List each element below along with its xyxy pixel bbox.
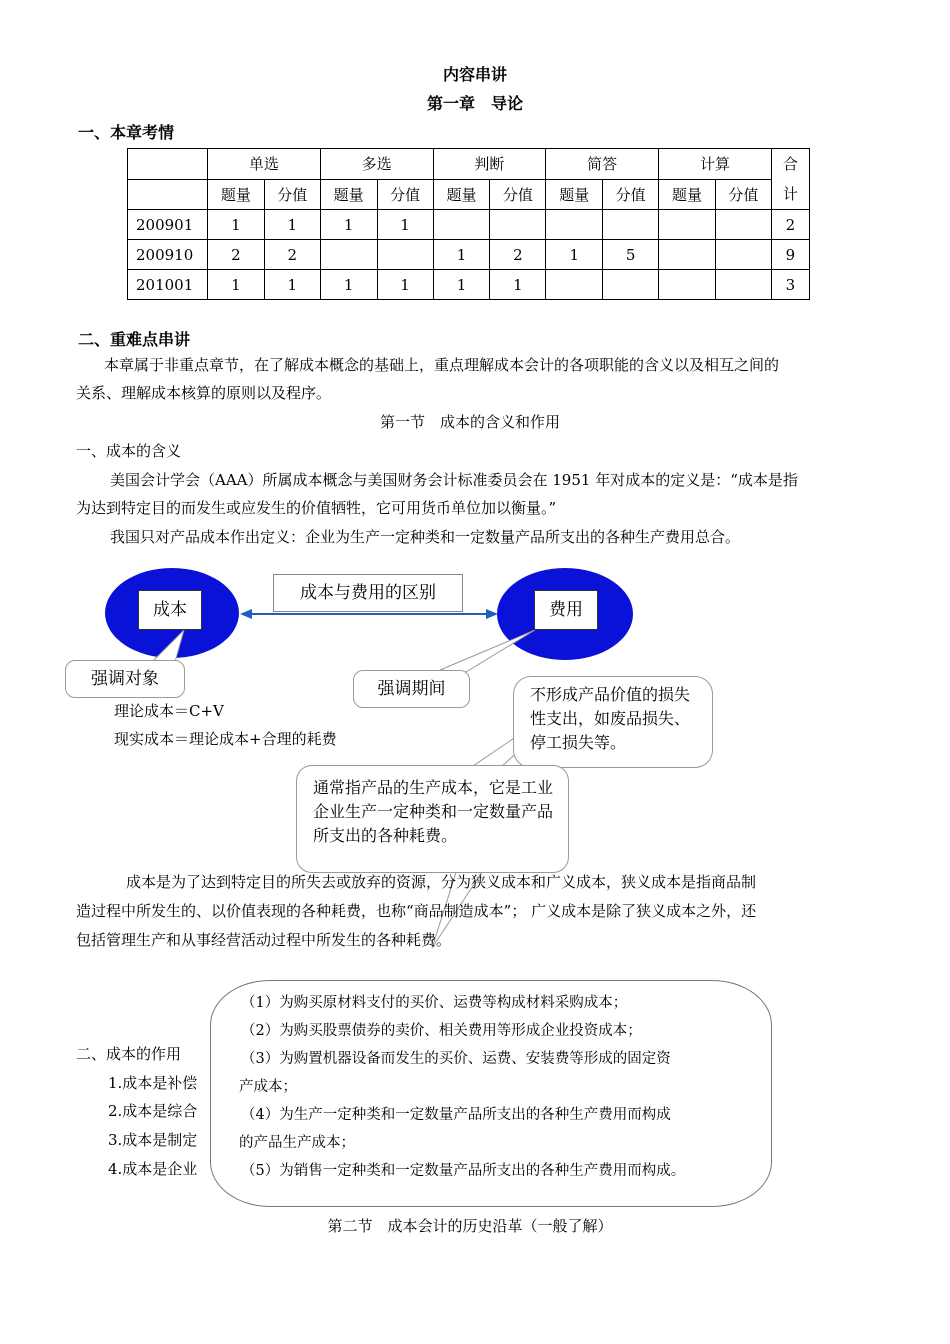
callout-object: 强调对象: [65, 660, 185, 698]
formula-theoretical: 理论成本＝C+V: [114, 702, 224, 720]
table-sub-header: 题量: [659, 179, 716, 210]
table-cell-year: 200901: [128, 210, 208, 240]
table-sub-header: 题量: [546, 179, 603, 210]
table-cell-year: 200910: [128, 240, 208, 270]
table-group-header: 判断: [433, 149, 546, 180]
intro-line-2: 关系、理解成本核算的原则以及程序。: [76, 384, 332, 402]
cost-type-line: （1）为购买原材料支付的买价、运费等构成材料采购成本；: [241, 995, 628, 1011]
table-cell: 1: [546, 240, 603, 270]
aaa-definition-line-2: 为达到特定目的而发生或应发生的价值牺牲，它可用货币单位加以衡量。”: [76, 499, 557, 517]
role-item: 3.成本是制定: [108, 1131, 198, 1149]
cost-label: 成本: [138, 590, 202, 630]
table-cell: 1: [320, 210, 377, 240]
china-definition: 我国只对产品成本作出定义：企业为生产一定种类和一定数量产品所支出的各种生产费用总合。: [110, 528, 741, 546]
table-cell: 2: [490, 240, 546, 270]
cost-type-line: （5）为销售一定种类和一定数量产品所支出的各种生产费用而构成。: [241, 1163, 686, 1179]
difference-label: 成本与费用的区别: [273, 574, 463, 612]
table-cell: 1: [207, 270, 264, 300]
table-group-header: 多选: [320, 149, 433, 180]
subsection-heading-role: 二、成本的作用: [76, 1045, 182, 1063]
table-sub-header: 分值: [264, 179, 320, 210]
subsection-heading-meaning: 一、成本的含义: [76, 442, 182, 460]
table-group-header: 简答: [546, 149, 659, 180]
section-heading-exam: 一、本章考情: [78, 123, 175, 142]
table-cell: 2: [264, 240, 320, 270]
aaa-definition-line-1: 美国会计学会（AAA）所属成本概念与美国财务会计标准委员会在 1951 年对成本的定义是：“成本是指: [110, 471, 798, 489]
table-sub-header: 分值: [490, 179, 546, 210]
callout-production: 通常指产品的生产成本，它是工业企业生产一定种类和一定数量产品所支出的各种耗费。: [296, 765, 569, 873]
table-cell: 2: [207, 240, 264, 270]
role-item: 1.成本是补偿: [108, 1074, 198, 1092]
table-sub-header: 题量: [320, 179, 377, 210]
cost-type-line: 的产品生产成本；: [239, 1135, 355, 1151]
cost-type-line: 产成本；: [239, 1079, 297, 1095]
arrow-head-right: [486, 609, 498, 619]
table-cell-total: 3: [771, 270, 809, 300]
broad-cost-line-3: 包括管理生产和从事经营活动过程中所发生的各种耗费。: [76, 931, 452, 949]
intro-line-1: 本章属于非重点章节，在了解成本概念的基础上，重点理解成本会计的各项职能的含义以及相互之间的: [104, 356, 780, 374]
table-group-header: 计算: [659, 149, 772, 180]
broad-cost-line-2: 造过程中所发生的、以价值表现的各种耗费，也称“商品制造成本”； 广义成本是除了狭义成本之外，还: [76, 902, 757, 920]
arrow-head-left: [240, 609, 252, 619]
broad-cost-line-1: 成本是为了达到特定目的所失去或放弃的资源，分为狭义成本和广义成本，狭义成本是指商品制: [126, 873, 757, 891]
table-sub-header: 题量: [433, 179, 490, 210]
table-group-header: 单选: [207, 149, 320, 180]
table-cell: 5: [603, 240, 659, 270]
table-cell: 1: [377, 270, 433, 300]
table-sub-header: 分值: [603, 179, 659, 210]
callout-loss: 不形成产品价值的损失性支出，如废品损失、停工损失等。: [513, 676, 713, 768]
formula-real: 现实成本＝理论成本+合理的耗费: [114, 730, 337, 748]
table-cell: 1: [377, 210, 433, 240]
section-title-1: 第一节 成本的含义和作用: [379, 413, 560, 431]
big-callout: [210, 980, 772, 1207]
section-title-2: 第二节 成本会计的历史沿革（一般了解）: [327, 1217, 613, 1235]
table-sub-header: 分值: [377, 179, 433, 210]
table-cell: 1: [264, 270, 320, 300]
callout-period: 强调期间: [353, 670, 470, 708]
table-cell-total: 9: [771, 240, 809, 270]
chapter-title: 第一章 导论: [426, 94, 523, 113]
table-cell: 1: [433, 270, 490, 300]
table-cell: 1: [320, 270, 377, 300]
table-cell-year: 201001: [128, 270, 208, 300]
table-cell: 1: [207, 210, 264, 240]
table-sub-header: 分值: [715, 179, 771, 210]
table-sub-header: 题量: [207, 179, 264, 210]
role-item: 4.成本是企业: [108, 1160, 198, 1178]
page-title: 内容串讲: [442, 65, 507, 84]
cost-type-line: （3）为购置机器设备而发生的买价、运费、安装费等形成的固定资: [241, 1051, 671, 1067]
cost-type-line: （4）为生产一定种类和一定数量产品所支出的各种生产费用而构成: [241, 1107, 671, 1123]
role-item: 2.成本是综合: [108, 1102, 198, 1120]
cost-type-line: （2）为购买股票债券的卖价、相关费用等形成企业投资成本；: [241, 1023, 642, 1039]
table-cell-total: 2: [771, 210, 809, 240]
table-total-header: 合计: [771, 149, 809, 210]
table-cell: 1: [433, 240, 490, 270]
expense-label: 费用: [534, 590, 598, 630]
section-heading-key-points: 二、重难点串讲: [78, 330, 191, 349]
table-cell: 1: [264, 210, 320, 240]
callout-tail-period: [440, 630, 535, 672]
table-cell: 1: [490, 270, 546, 300]
